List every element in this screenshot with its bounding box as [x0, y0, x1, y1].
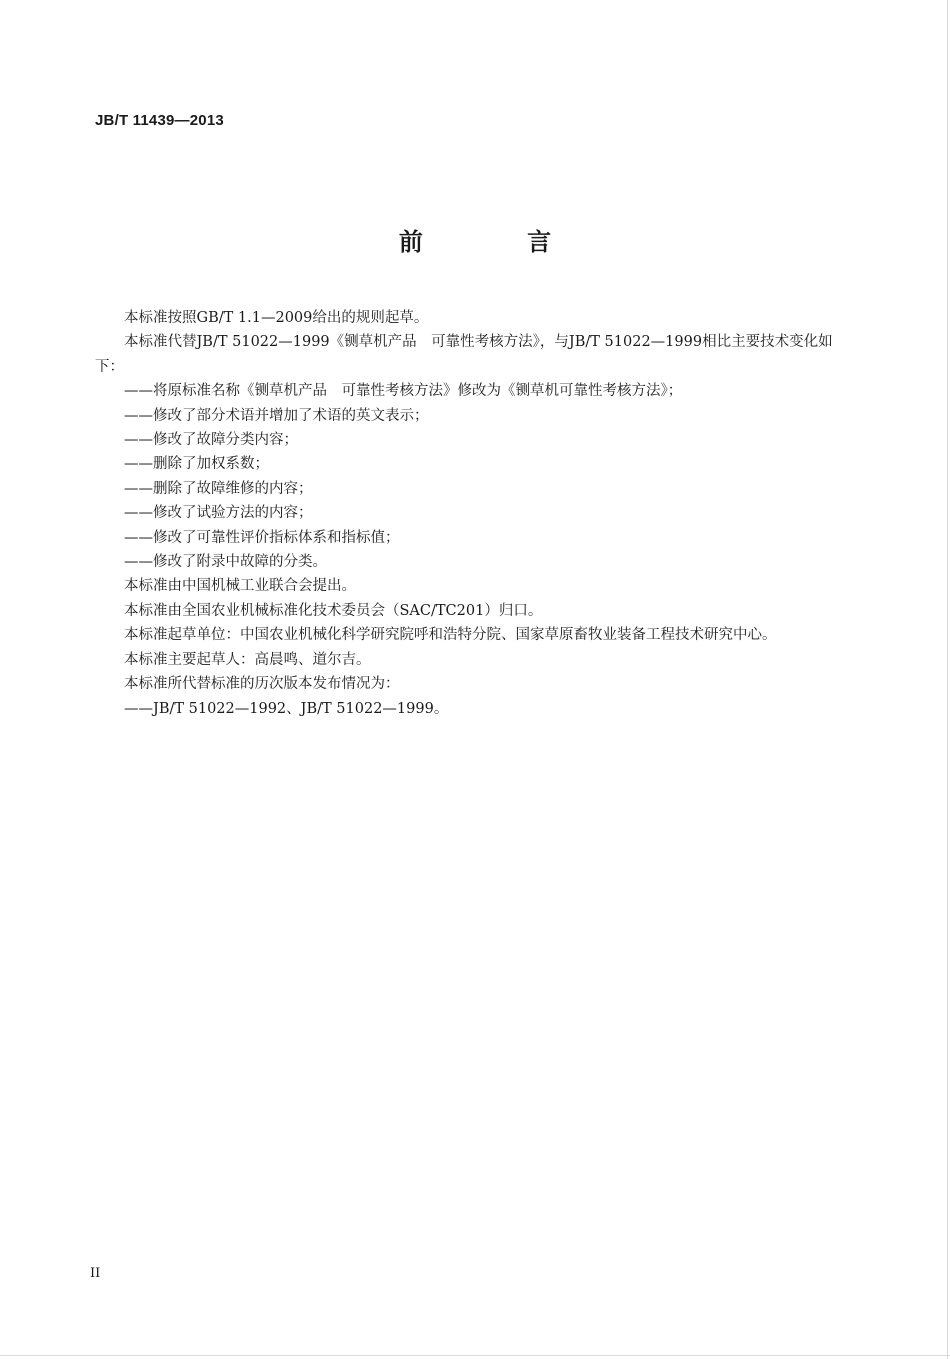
page-bottom-edge: [0, 1355, 950, 1356]
change-item: ——修改了试验方法的内容；: [124, 505, 313, 522]
foreword-body: [95, 306, 855, 721]
paragraph-history-intro: 本标准所代替标准的历次版本发布情况为：: [124, 676, 400, 693]
change-item: ——删除了故障维修的内容；: [124, 480, 313, 497]
paragraph-drafters: 本标准主要起草人：高晨鸣、道尔吉。: [124, 651, 371, 668]
change-item: ——删除了加权系数；: [124, 456, 269, 473]
paragraph-replacement: 本标准代替JB/T 51022—1999《铡草机产品 可靠性考核方法》，与JB/T 51022—1999相比主要技术变化如下：: [95, 334, 833, 375]
change-item: ——修改了可靠性评价指标体系和指标值；: [124, 529, 400, 546]
paragraph-drafting-units: 本标准起草单位：中国农业机械化科学研究院呼和浩特分院、国家草原畜牧业装备工程技术研究中心。: [124, 627, 777, 644]
history-item: ——JB/T 51022—1992、JB/T 51022—1999。: [124, 700, 449, 717]
change-item: ——修改了部分术语并增加了术语的英文表示；: [124, 407, 429, 424]
paragraph-drafting-rule: 本标准按照GB/T 1.1—2009给出的规则起草。: [124, 310, 429, 326]
page-title: 前 言: [398, 228, 600, 256]
document-code: JB/T 11439—2013: [95, 112, 224, 129]
change-item: ——修改了故障分类内容；: [124, 432, 298, 449]
page-number: II: [90, 1266, 101, 1281]
paragraph-proposer: 本标准由中国机械工业联合会提出。: [124, 578, 356, 595]
change-item: ——修改了附录中故障的分类。: [124, 554, 327, 571]
change-item: ——将原标准名称《铡草机产品 可靠性考核方法》修改为《铡草机可靠性考核方法》；: [124, 383, 683, 400]
page-right-edge: [947, 0, 948, 1359]
paragraph-committee: 本标准由全国农业机械标准化技术委员会（SAC/TC201）归口。: [124, 602, 543, 619]
